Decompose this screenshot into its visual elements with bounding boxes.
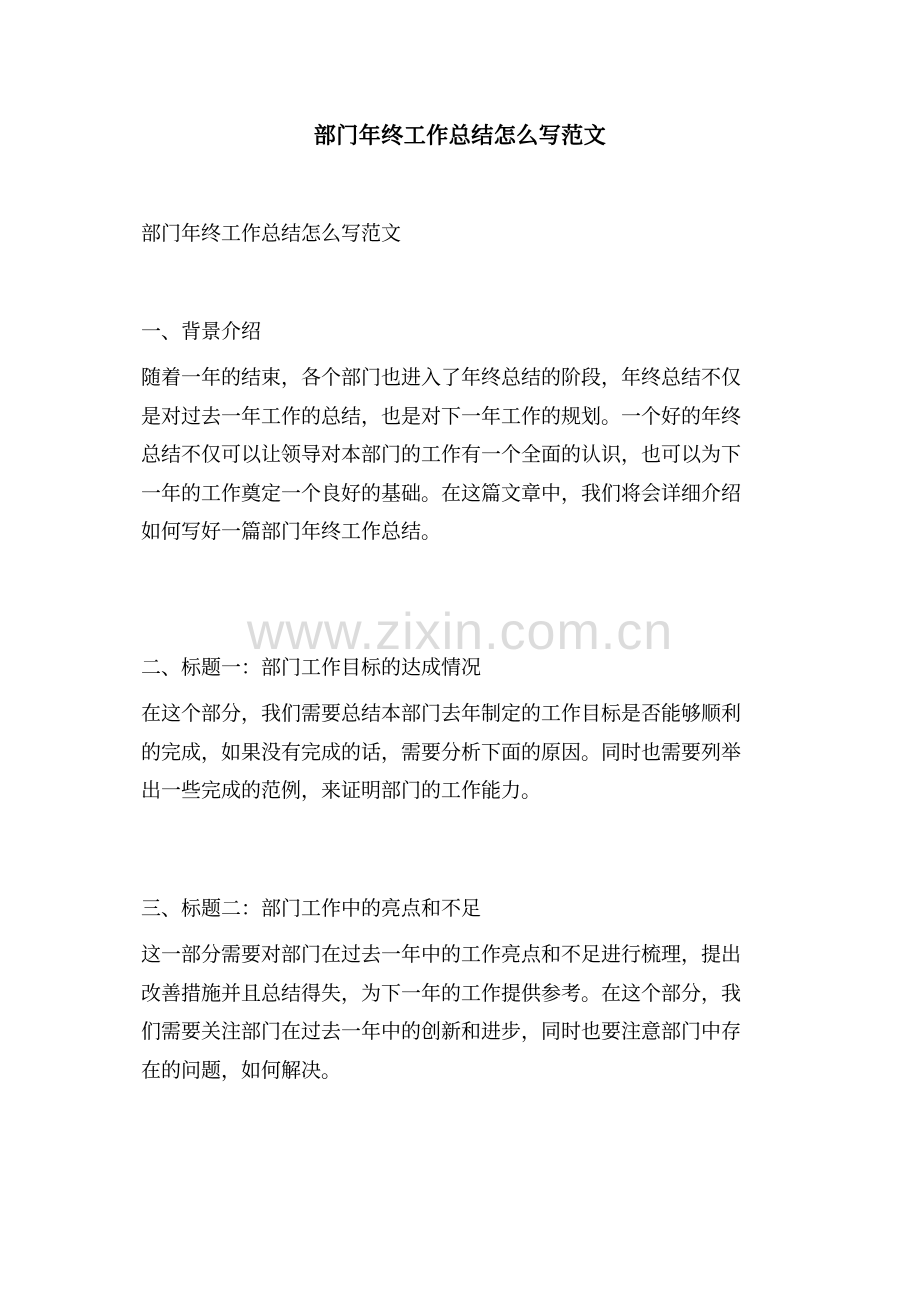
paragraph-line: 如何写好一篇部门年终工作总结。 xyxy=(141,519,441,543)
document-subtitle: 部门年终工作总结怎么写范文 xyxy=(141,221,401,245)
paragraph-line: 这一部分需要对部门在过去一年中的工作亮点和不足进行梳理，提出 xyxy=(141,942,741,966)
section-body-highlights xyxy=(141,935,781,1089)
paragraph-line: 改善措施并且总结得失，为下一年的工作提供参考。在这个部分，我 xyxy=(141,980,741,1005)
watermark-text: www.zixin.com.cn xyxy=(246,603,674,661)
section-body-goals xyxy=(141,694,781,810)
paragraph-line: 是对过去一年工作的总结，也是对下一年工作的规划。一个好的年终 xyxy=(141,403,741,428)
section-body-background xyxy=(141,358,781,551)
paragraph-line: 在这个部分，我们需要总结本部门去年制定的工作目标是否能够顺利 xyxy=(141,701,741,725)
paragraph-line: 一年的工作奠定一个良好的基础。在这篇文章中，我们将会详细介绍 xyxy=(141,480,741,505)
paragraph-line: 出一些完成的范例，来证明部门的工作能力。 xyxy=(141,778,541,802)
document-title: 部门年终工作总结怎么写范文 xyxy=(313,123,607,149)
paragraph-line: 随着一年的结束，各个部门也进入了年终总结的阶段，年终总结不仅 xyxy=(141,365,741,389)
section-heading-highlights: 三、标题二：部门工作中的亮点和不足 xyxy=(141,896,481,920)
paragraph-line: 们需要关注部门在过去一年中的创新和进步，同时也要注意部门中存 xyxy=(141,1019,741,1043)
paragraph-line: 总结不仅可以让领导对本部门的工作有一个全面的认识，也可以为下 xyxy=(141,442,741,466)
paragraph-line: 的完成，如果没有完成的话，需要分析下面的原因。同时也需要列举 xyxy=(141,739,741,764)
section-heading-goals: 二、标题一：部门工作目标的达成情况 xyxy=(141,655,481,679)
paragraph-line: 在的问题，如何解决。 xyxy=(141,1057,341,1082)
section-heading-background: 一、背景介绍 xyxy=(141,319,261,343)
